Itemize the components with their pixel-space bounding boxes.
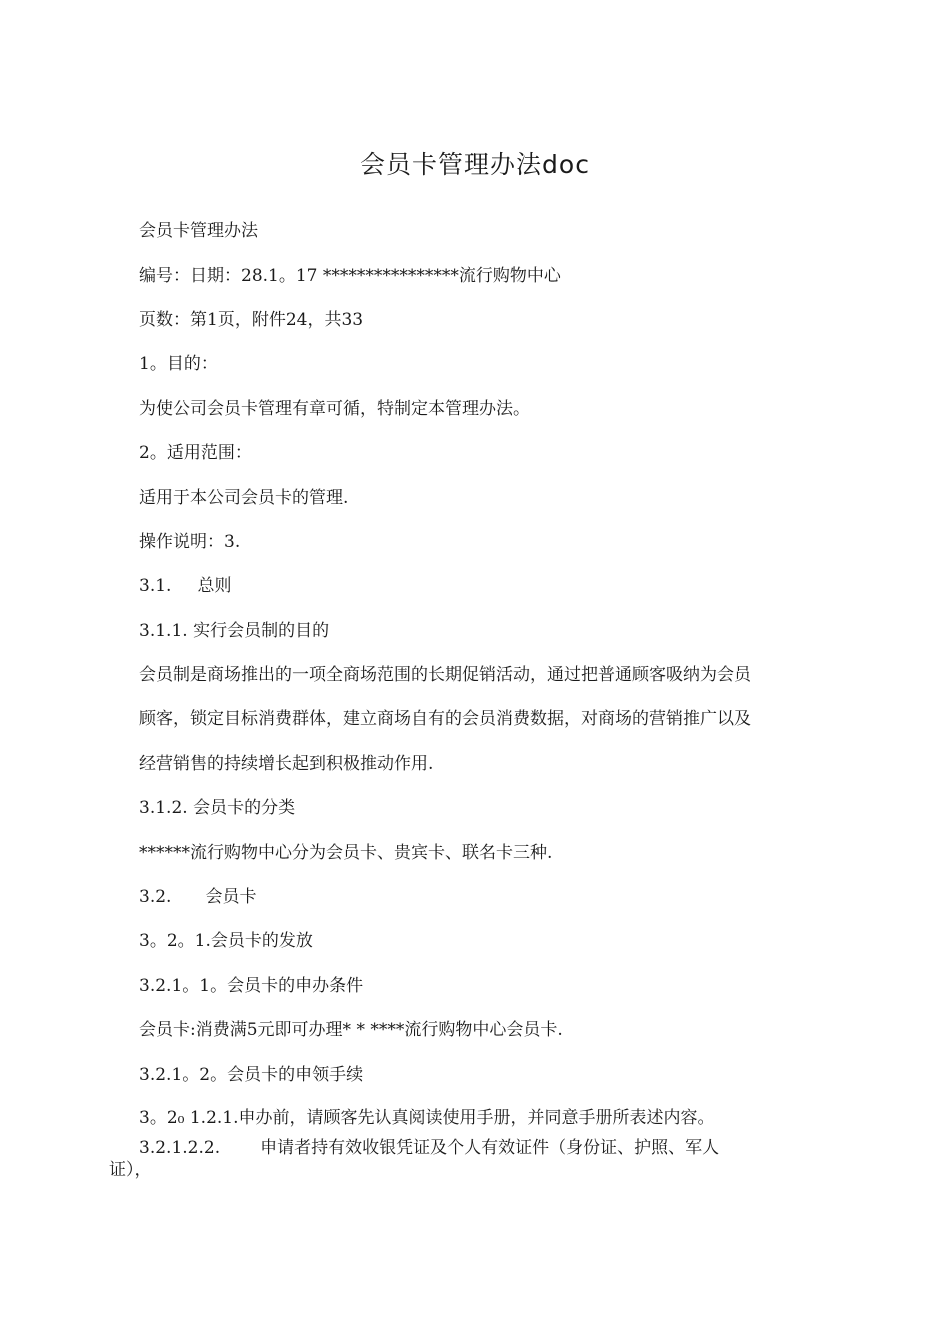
subsection-heading: 3。2。1.会员卡的发放 xyxy=(139,931,313,951)
section-title: 会员卡 xyxy=(205,887,257,907)
paragraph: 会员卡:消费满5元即可办理* * ****流行购物中心会员卡. xyxy=(139,1020,563,1040)
doc-number-date: 编号：日期：28.1。17 ****************流行购物中心 xyxy=(139,266,561,286)
section-heading-row xyxy=(139,886,256,908)
section-heading: 1。目的： xyxy=(139,354,218,374)
clause-row xyxy=(139,1137,719,1159)
paragraph-line: 顾客，锁定目标消费群体，建立商场自有的会员消费数据，对商场的营销推广以及 xyxy=(139,709,751,729)
subsection-heading: 3.2.1。2。会员卡的申领手续 xyxy=(139,1065,364,1085)
paragraph: ******流行购物中心分为会员卡、贵宾卡、联名卡三种. xyxy=(139,843,553,863)
paragraph-line: 经营销售的持续增长起到积极推动作用. xyxy=(139,754,434,774)
section-heading: 2。适用范围： xyxy=(139,443,252,463)
clause-text: 申请者持有效收银凭证及个人有效证件（身份证、护照、军人 xyxy=(260,1138,720,1158)
section-number: 3.1. xyxy=(139,576,172,596)
paragraph: 3。2₀ 1.2.1.申办前，请顾客先认真阅读使用手册，并同意手册所表述内容。 xyxy=(139,1108,715,1128)
section-title: 总则 xyxy=(197,576,232,596)
clause-number: 3.2.1.2.2. xyxy=(139,1138,221,1158)
doc-page-count: 页数：第1页，附件24，共33 xyxy=(139,310,364,330)
paragraph: 为使公司会员卡管理有章可循，特制定本管理办法。 xyxy=(139,399,530,419)
subsection-heading: 3.1.1. 实行会员制的目的 xyxy=(139,621,330,641)
section-number: 3.2. xyxy=(139,887,172,907)
subsection-heading: 3.1.2. 会员卡的分类 xyxy=(139,798,296,818)
clause-text-continued: 证）， xyxy=(109,1160,152,1180)
section-heading-row xyxy=(139,575,231,597)
page-title: 会员卡管理办法doc xyxy=(360,150,590,179)
doc-subtitle: 会员卡管理办法 xyxy=(139,221,258,241)
section-heading: 操作说明：3. xyxy=(139,532,241,552)
paragraph: 适用于本公司会员卡的管理. xyxy=(139,488,349,508)
subsection-heading: 3.2.1。1。会员卡的申办条件 xyxy=(139,976,364,996)
paragraph-line: 会员制是商场推出的一项全商场范围的长期促销活动，通过把普通顾客吸纳为会员 xyxy=(139,665,751,685)
